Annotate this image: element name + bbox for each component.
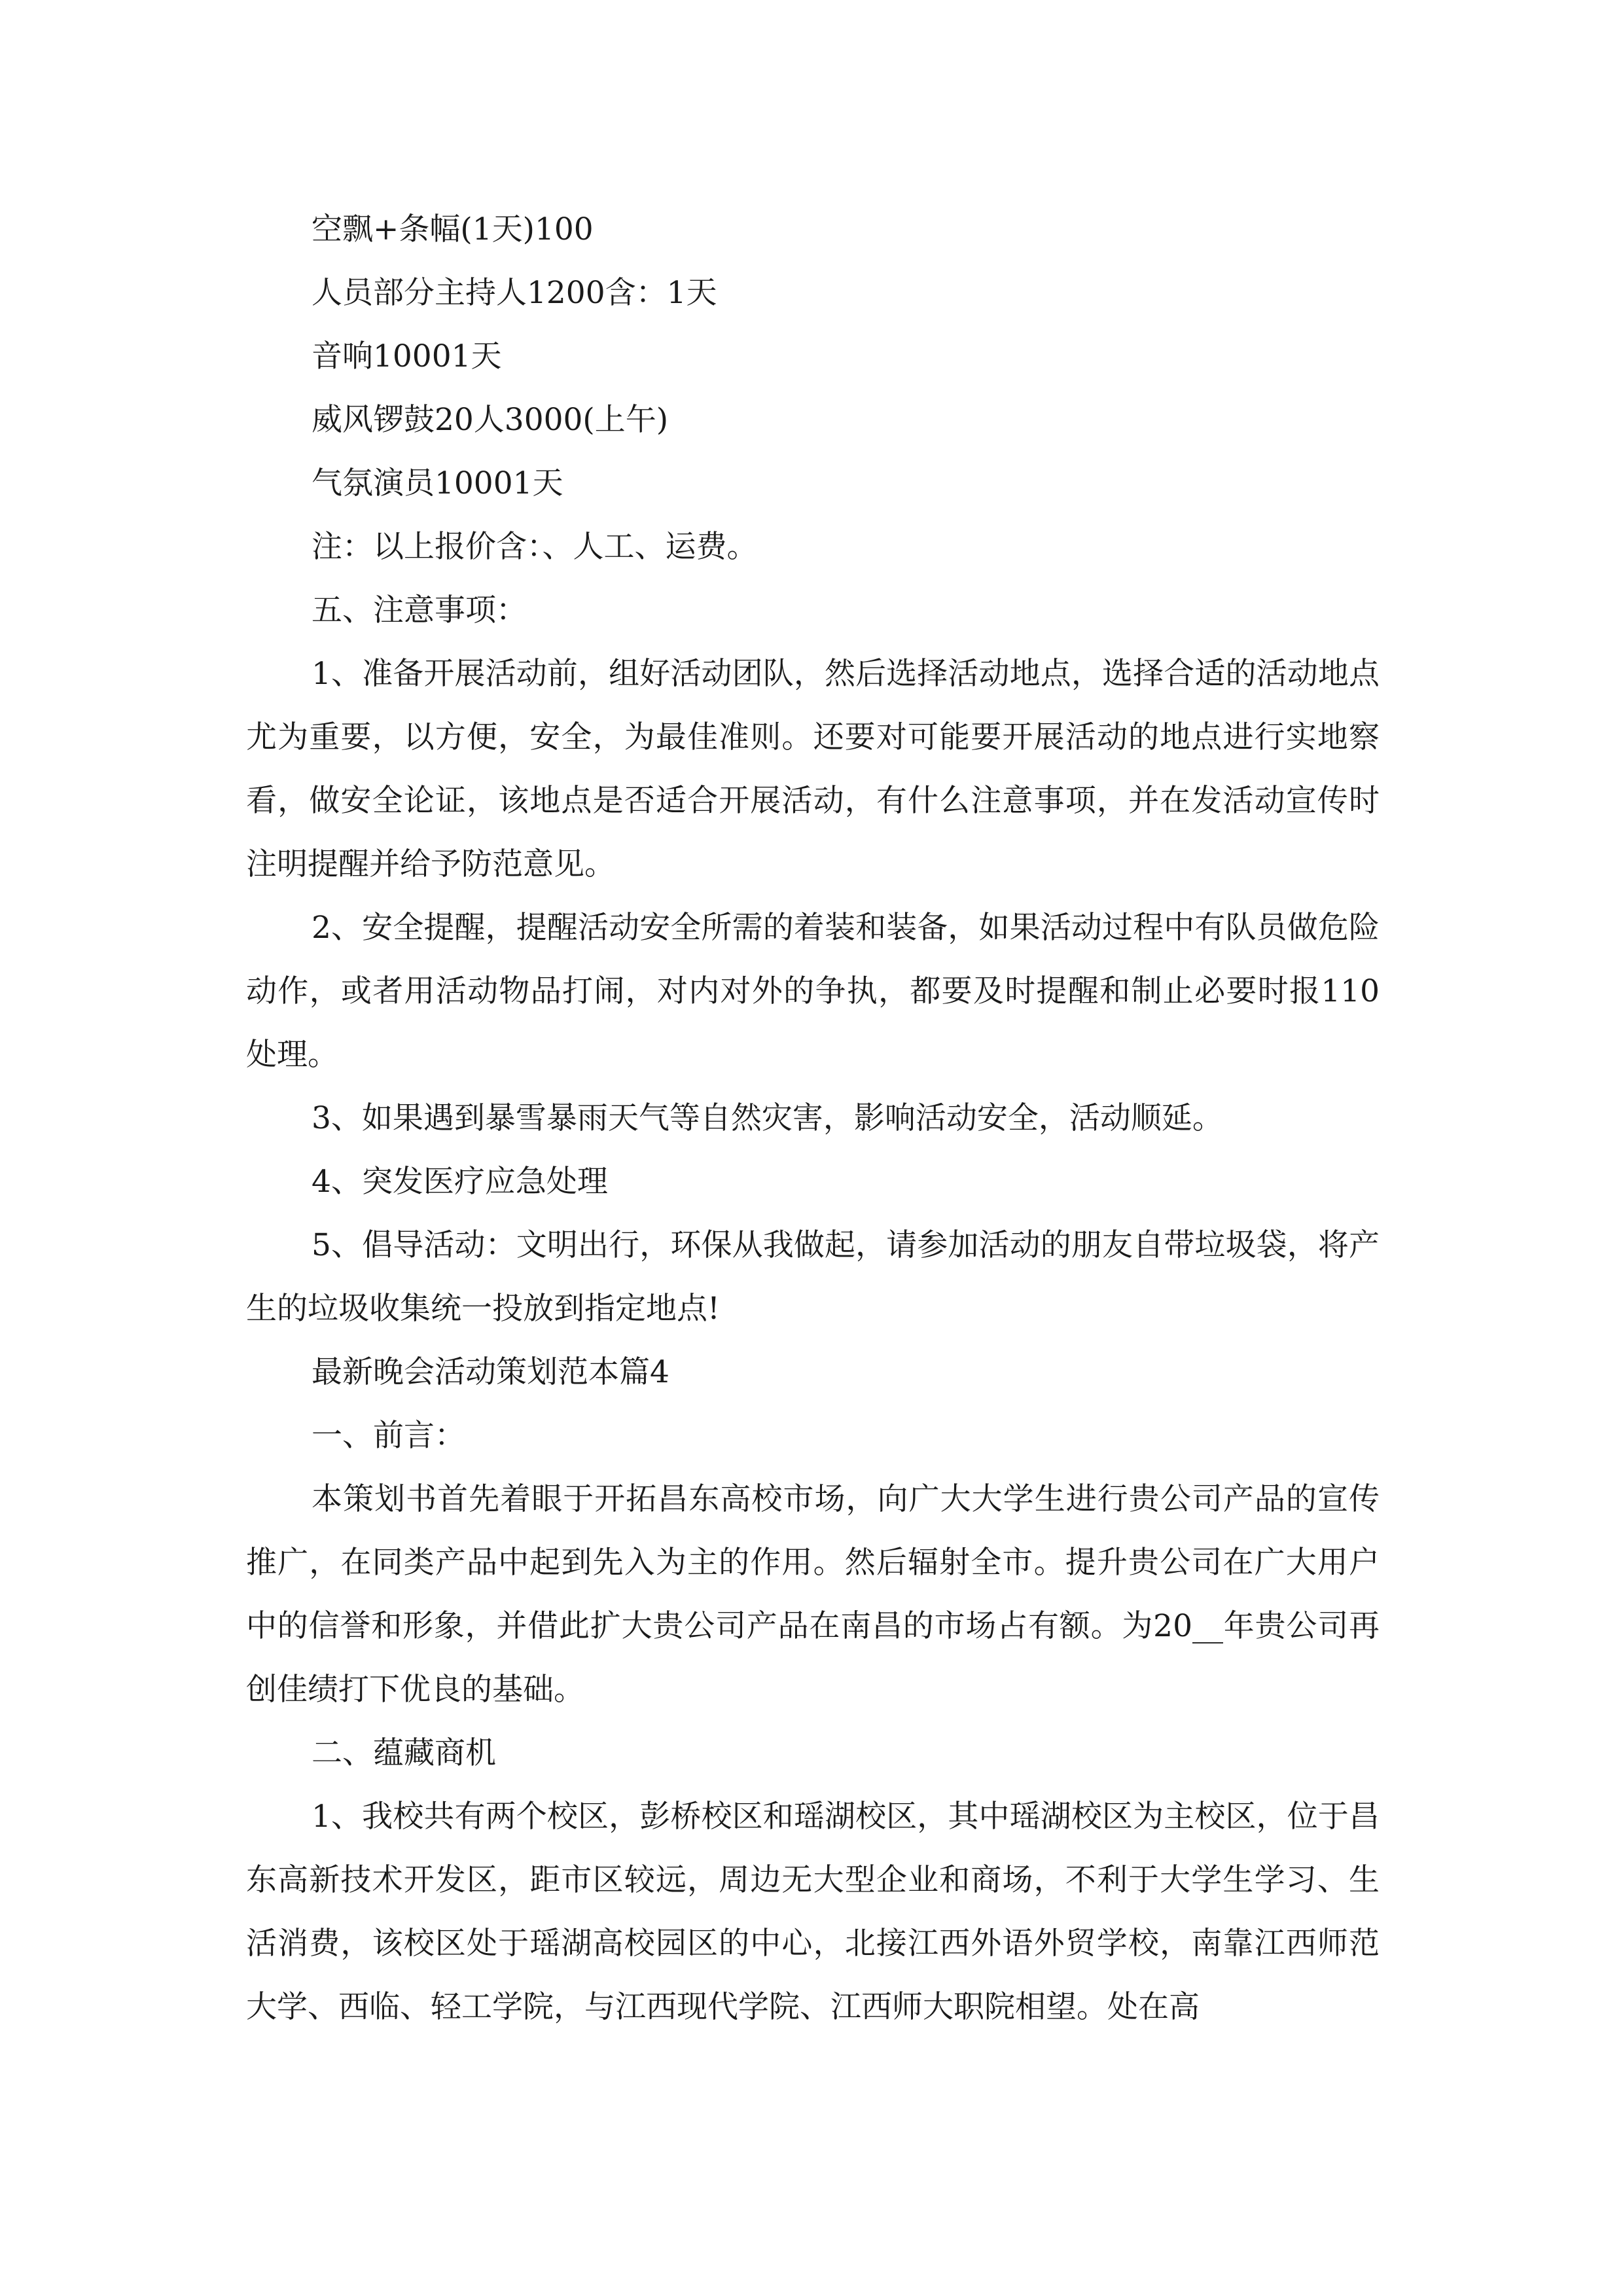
paragraph: 注：以上报价含：、人工、运费。 [312,529,758,565]
paragraph: 音响10001天 [312,338,502,374]
paragraph: 1、准备开展活动前，组好活动团队，然后选择活动地点，选择合适的活动地点尤为重要，以方便，安全，为最佳准则。还要对可能要开展活动的地点进行实地察看，做安全论证，该地点是否适合开展活动，有什么注意事项，并在发活动宣传时注明提醒并给予防范意见。 [246,656,1380,882]
paragraph: 2、安全提醒，提醒活动安全所需的着装和装备，如果活动过程中有队员做危险动作，或者用活动物品打闹，对内对外的争执，都要及时提醒和制止必要时报110处理。 [246,910,1380,1073]
paragraph: 本策划书首先着眼于开拓昌东高校市场，向广大大学生进行贵公司产品的宣传推广，在同类产品中起到先入为主的作用。然后辐射全市。提升贵公司在广大用户中的信誉和形象，并借此扩大贵公司产品在南昌的市场占有额。为20__年贵公司再创佳绩打下优良的基础。 [246,1481,1380,1708]
paragraph: 气氛演员10001天 [312,465,563,501]
article-title: 最新晚会活动策划范本篇4 [312,1354,669,1390]
paragraph: 5、倡导活动：文明出行，环保从我做起，请参加活动的朋友自带垃圾袋，将产生的垃圾收集统一投放到指定地点! [246,1227,1380,1327]
paragraph: 人员部分主持人1200含：1天 [312,275,717,311]
document-body [246,198,1380,2039]
paragraph: 空飘+条幅(1天)100 [312,211,594,247]
paragraph: 4、突发医疗应急处理 [312,1164,608,1200]
section-heading: 二、蕴藏商机 [312,1735,496,1771]
section-heading: 一、前言： [312,1418,465,1454]
paragraph: 3、如果遇到暴雪暴雨天气等自然灾害，影响活动安全，活动顺延。 [312,1100,1223,1136]
section-heading: 五、注意事项： [312,592,527,628]
paragraph: 威风锣鼓20人3000(上午) [312,402,669,438]
paragraph: 1、我校共有两个校区，彭桥校区和瑶湖校区，其中瑶湖校区为主校区，位于昌东高新技术开发区，距市区较远，周边无大型企业和商场，不利于大学生学习、生活消费，该校区处于瑶湖高校园区的中心，北接江西外语外贸学校，南靠江西师范大学、西临、轻工学院，与江西现代学院、江西师大职院相望。处在高 [246,1799,1380,2025]
